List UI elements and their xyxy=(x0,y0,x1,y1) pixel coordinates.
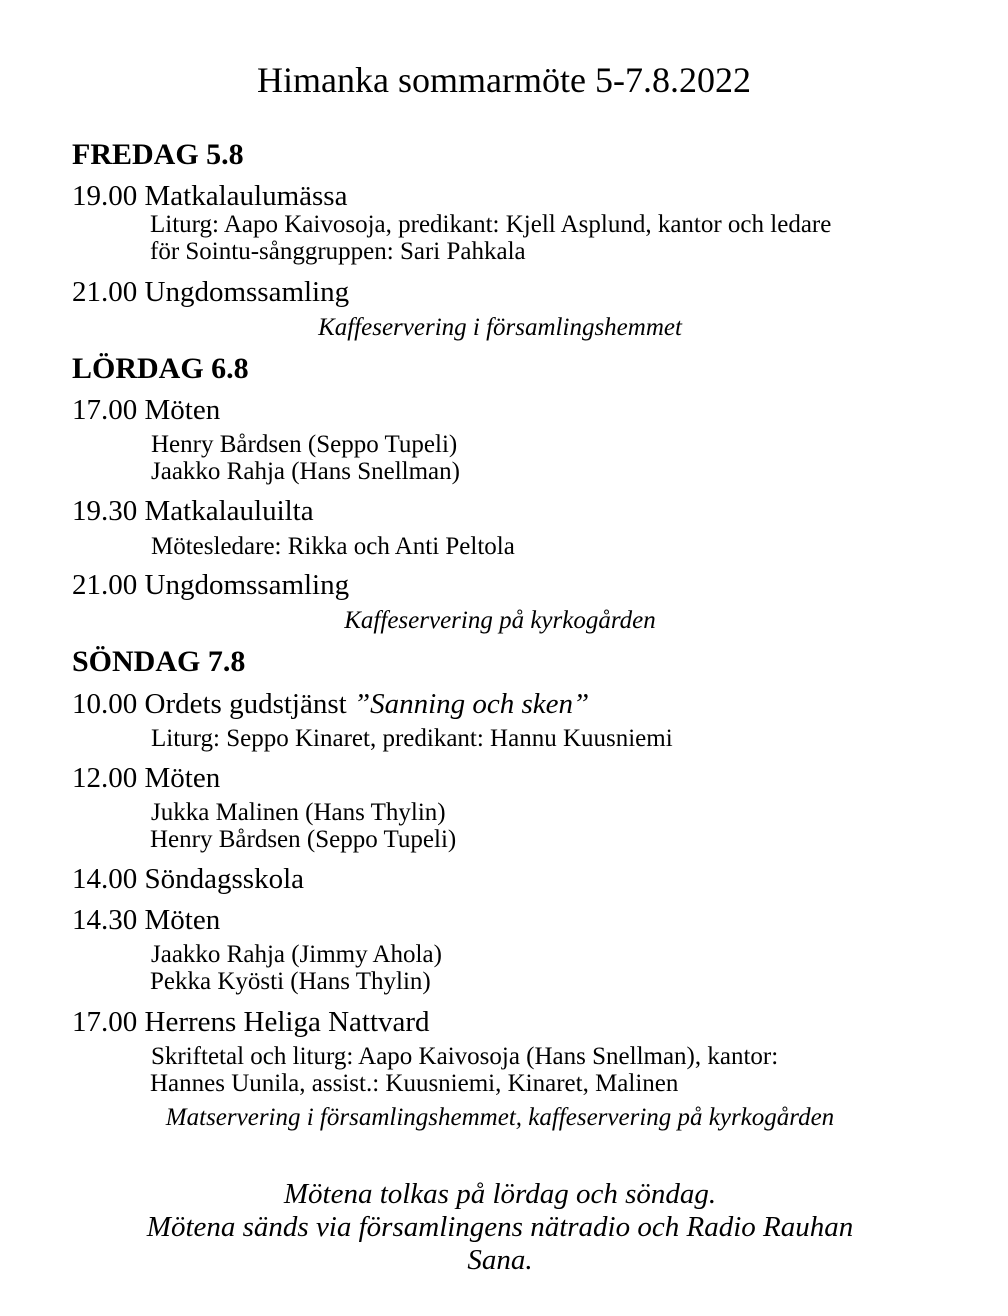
event-title-text: 10.00 Ordets gudstjänst xyxy=(72,688,354,720)
event-note: Kaffeservering på kyrkogården xyxy=(344,607,656,634)
event-title: 21.00 Ungdomssamling xyxy=(72,276,350,308)
event-title: 17.00 Möten xyxy=(72,394,221,426)
event-title: 14.00 Söndagsskola xyxy=(72,863,304,895)
event-detail: Mötesledare: Rikka och Anti Peltola xyxy=(151,533,515,560)
event-title: 21.00 Ungdomssamling xyxy=(72,569,350,601)
event-detail: Jaakko Rahja (Jimmy Ahola) xyxy=(151,941,442,968)
event-detail: Hannes Uunila, assist.: Kuusniemi, Kinaret, Malinen xyxy=(150,1070,679,1097)
event-note: Matservering i församlingshemmet, kaffeservering på kyrkogården xyxy=(165,1104,835,1131)
event-detail: Skriftetal och liturg: Aapo Kaivosoja (Hans Snellman), kantor: xyxy=(151,1043,779,1070)
page-title: Himanka sommarmöte 5-7.8.2022 xyxy=(257,60,751,100)
event-detail: Jukka Malinen (Hans Thylin) xyxy=(151,799,446,826)
day-heading-sunday: SÖNDAG 7.8 xyxy=(72,645,246,678)
event-title: 19.30 Matkalauluilta xyxy=(72,495,314,527)
event-detail: Liturg: Seppo Kinaret, predikant: Hannu Kuusniemi xyxy=(151,725,673,752)
footer-line: Mötena tolkas på lördag och söndag. xyxy=(283,1178,717,1210)
event-title: 14.30 Möten xyxy=(72,904,221,936)
event-detail: för Sointu-sånggruppen: Sari Pahkala xyxy=(150,238,526,265)
event-title: 17.00 Herrens Heliga Nattvard xyxy=(72,1006,430,1038)
event-title: 12.00 Möten xyxy=(72,762,221,794)
event-detail: Pekka Kyösti (Hans Thylin) xyxy=(150,968,431,995)
event-title: 19.00 Matkalaulumässa xyxy=(72,180,348,212)
event-detail: Henry Bårdsen (Seppo Tupeli) xyxy=(150,826,457,853)
event-title xyxy=(72,688,589,720)
footer-line: Sana. xyxy=(467,1244,533,1276)
event-detail: Jaakko Rahja (Hans Snellman) xyxy=(151,458,460,485)
footer-line: Mötena sänds via församlingens nätradio och Radio Rauhan xyxy=(146,1211,854,1243)
event-title-italic: ”Sanning och sken” xyxy=(353,688,590,720)
event-note: Kaffeservering i församlingshemmet xyxy=(318,314,682,341)
event-detail: Liturg: Aapo Kaivosoja, predikant: Kjell Asplund, kantor och ledare xyxy=(150,211,832,238)
day-heading-friday: FREDAG 5.8 xyxy=(72,138,244,171)
day-heading-saturday: LÖRDAG 6.8 xyxy=(72,352,249,385)
event-detail: Henry Bårdsen (Seppo Tupeli) xyxy=(151,431,458,458)
